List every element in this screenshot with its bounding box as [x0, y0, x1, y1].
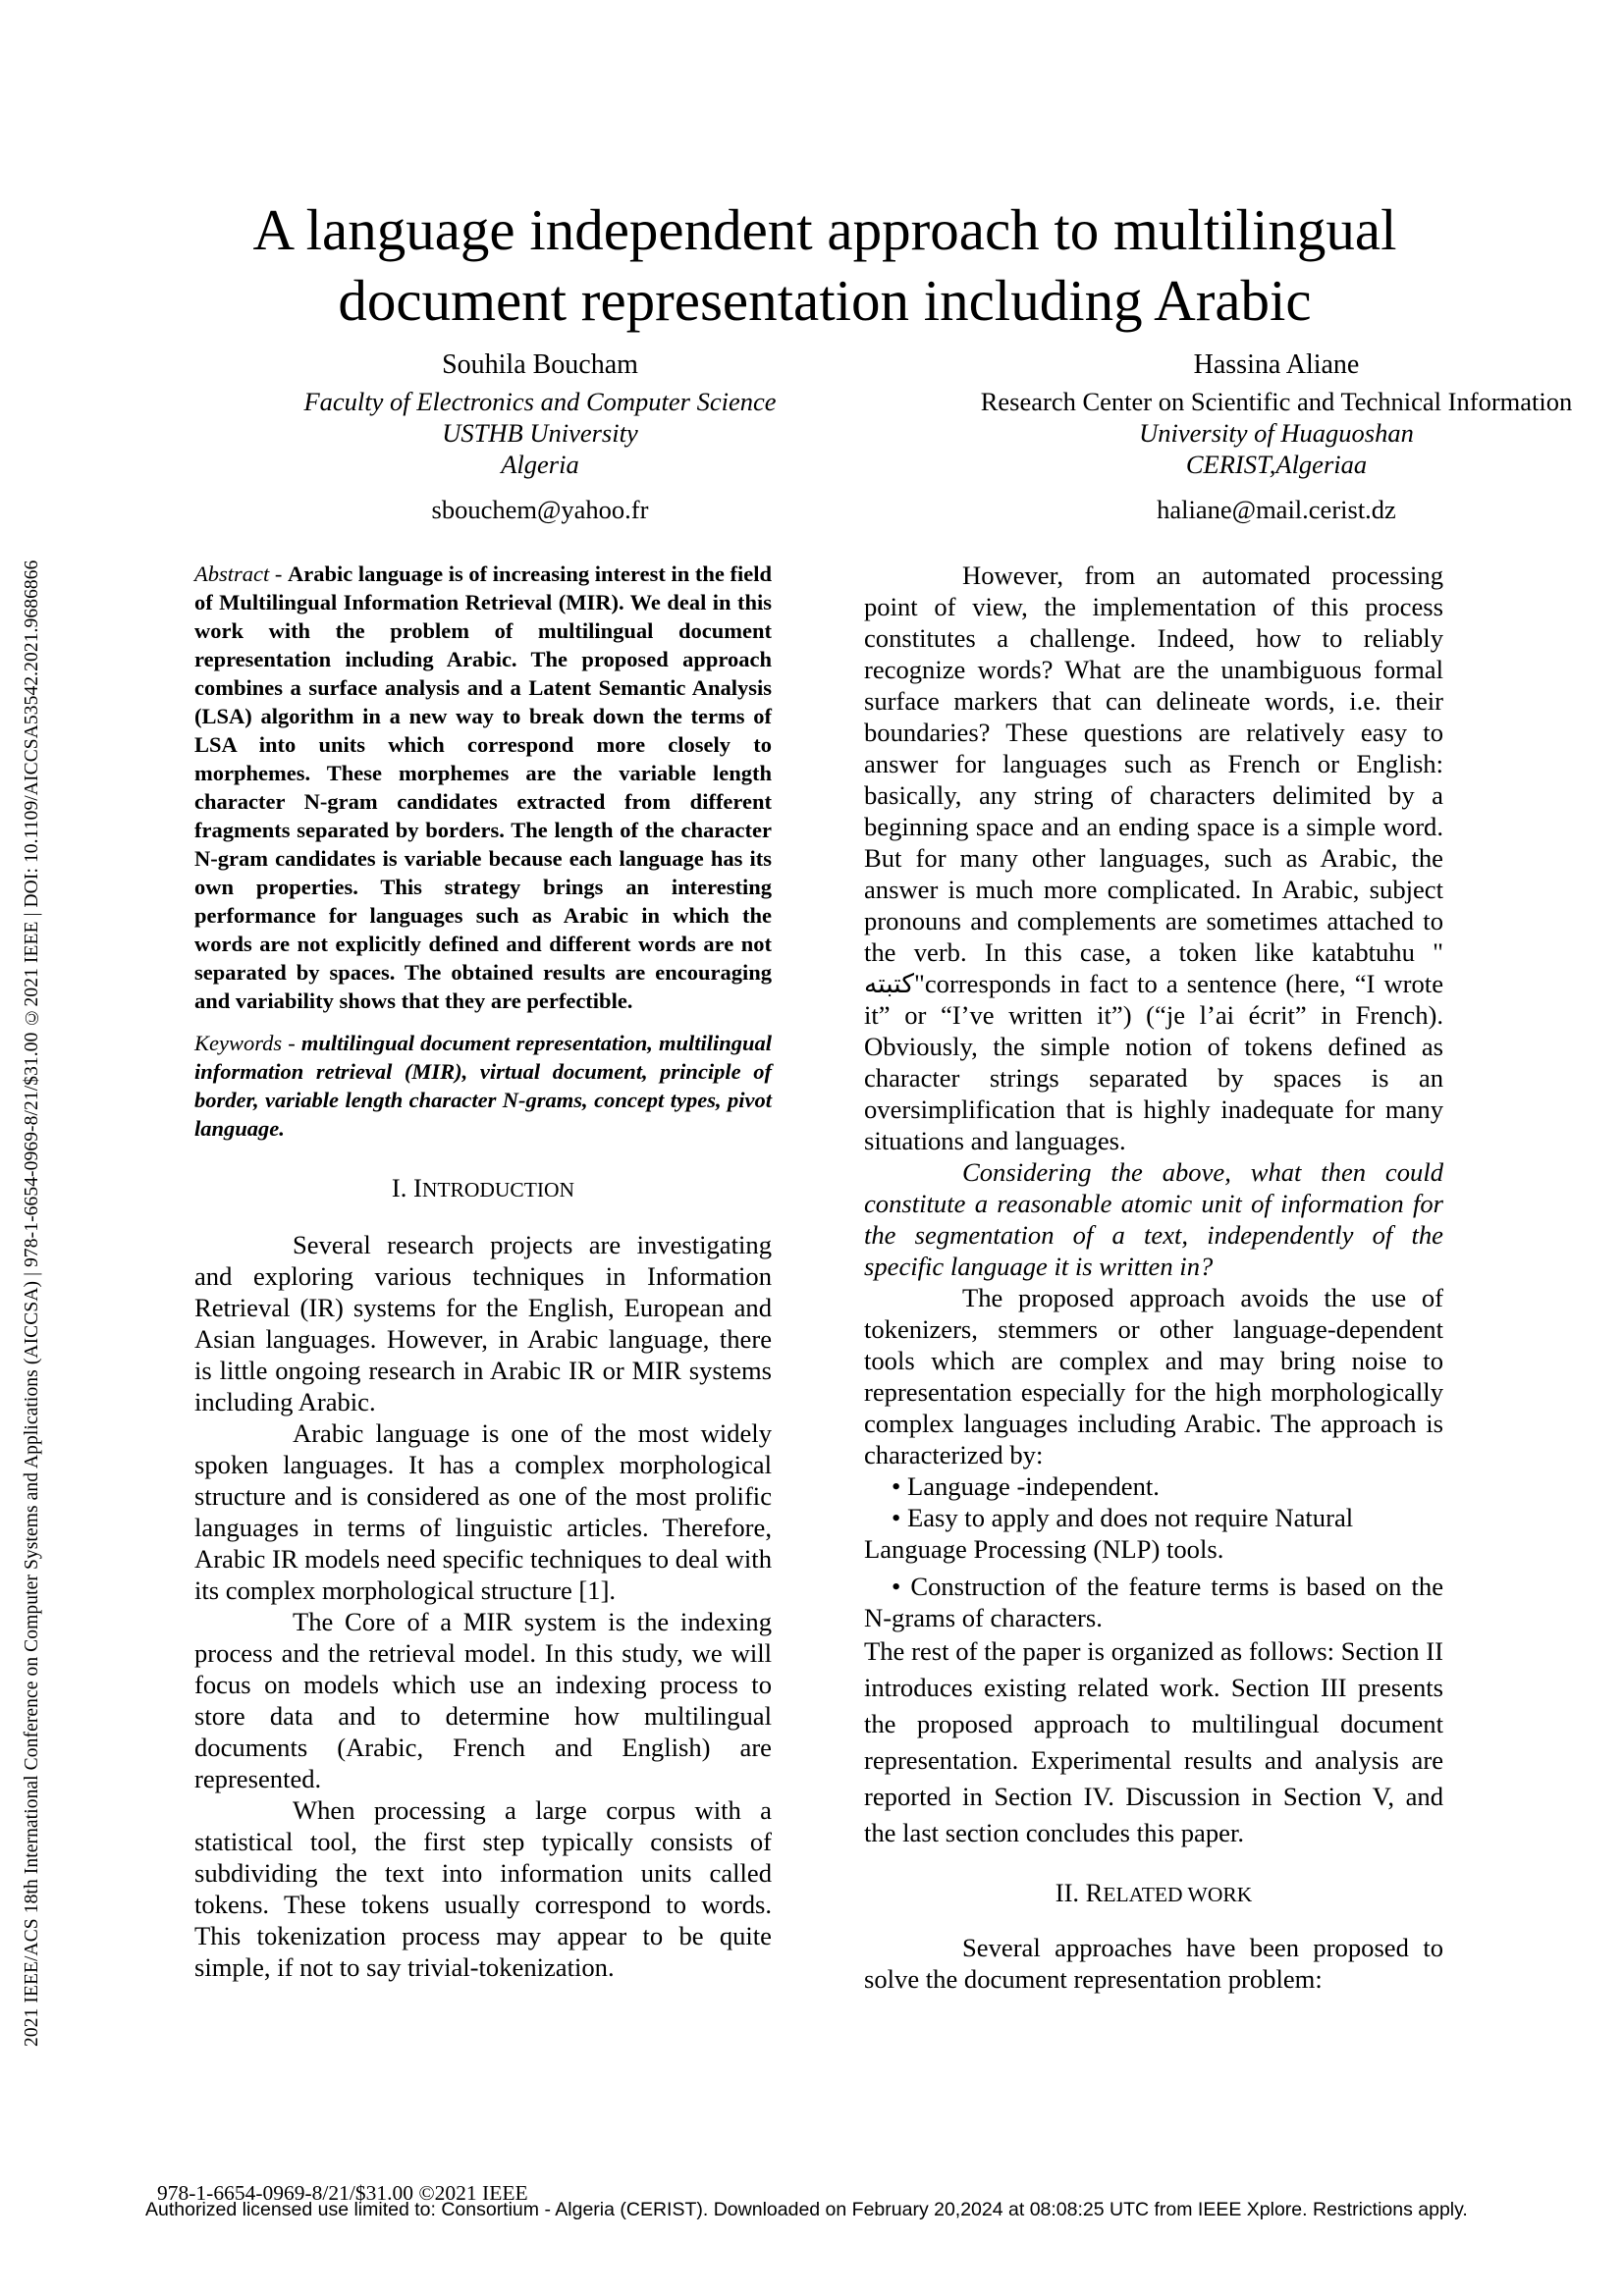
author-block-2	[938, 349, 1615, 525]
paragraph: When processing a large corpus with a statistical tool, the first step typically consists of subdividing the text into information units called tokens. These tokens usually correspond to words. This tokenization process may appear to be quite simple, if not to say trivial-tokenization.	[194, 1795, 772, 1982]
author-name: Hassina Aliane	[1193, 349, 1360, 380]
section-heading-related-work: II. RELATED WORK	[1055, 1878, 1253, 1907]
paragraph: However, from an automated processing point of view, the implementation of this process constitutes a challenge. Indeed, how to reliably recognize words? What are the unambiguous formal surface markers that can delineate words, i.e. their boundaries? These questions are relatively easy to answer for languages such as French or English: basically, any string of characters delimited by a beginning space and an ending space is a simple word. But for many other languages, such as Arabic, the answer is much more complicated. In Arabic, subject pronouns and complements are sometimes attached to the verb. In this case, a token like katabtuhu " كتبته"corresponds in fact to a sentence (here, “I wrote it” or “I’ve written it”) (“je l’ai écrit” in French). Obviously, the simple notion of tokens defined as character strings separated by spaces is an oversimplification that is highly inadequate for many situations and languages.	[864, 561, 1443, 1155]
paragraph: Several approaches have been proposed to solve the document representation problem:	[864, 1933, 1443, 1994]
author-university: USTHB University	[442, 418, 638, 448]
footer-copyright: 978-1-6654-0969-8/21/$31.00 ©2021 IEEE	[157, 2181, 528, 2205]
keywords-text: multilingual document representation, multilingual information retrieval (MIR), virtual document, principle of border, variable length character N-grams, concept types, pivot language.	[194, 1031, 772, 1141]
keywords	[194, 1029, 772, 1143]
author-name: Souhila Boucham	[442, 349, 638, 380]
paper-title	[147, 194, 1502, 336]
bullet-item: • Construction of the feature terms is based on the N-grams of characters.	[864, 1572, 1443, 1632]
paragraph: Arabic language is one of the most widely spoken languages. It has a complex morphological structure and is considered as one of the most prolific languages in terms of linguistic articles. Therefore, Arabic IR models need specific techniques to deal with its complex morphological structure [1].	[194, 1418, 772, 1605]
paragraph: The Core of a MIR system is the indexing process and the retrieval model. In this study, we will focus on models which use an indexing process to store data and to determine how multilingual documents (Arabic, French and English) are represented.	[194, 1607, 772, 1793]
doi-sidebar: 2021 IEEE/ACS 18th International Conference on Computer Systems and Applications (AICCSA) | 978-1-6654-0969-8/21/$31.00 ©2021 IEEE | DOI: 10.1109/AICCSA53542.2021.9686866	[22, 560, 42, 2047]
abstract-label: Abstract -	[194, 561, 289, 586]
abstract	[194, 560, 772, 1015]
footer-license-notice: Authorized licensed use limited to: Consortium - Algeria (CERIST). Downloaded on February 20,2024 at 08:08:25 UTC from IEEE Xplore. Restrictions apply.	[145, 2199, 1468, 2220]
keywords-label: Keywords -	[194, 1031, 301, 1055]
author-country: CERIST,Algeriaa	[1185, 450, 1368, 479]
author-affiliation: Research Center on Scientific and Technical Information	[980, 387, 1573, 416]
author-block-1	[245, 349, 835, 525]
author-email[interactable]: sbouchem@yahoo.fr	[431, 495, 649, 524]
title-line-2: document representation including Arabic	[338, 268, 1312, 333]
section-heading-introduction: I. INTRODUCTION	[391, 1173, 575, 1202]
author-country: Algeria	[501, 450, 579, 479]
paragraph-italic: Considering the above, what then could constitute a reasonable atomic unit of information for the segmentation of a text, independently of the specific language it is written in?	[864, 1157, 1443, 1281]
paragraph: The rest of the paper is organized as follows: Section II introduces existing related work. Section III presents the proposed approach to multilingual document representation. Experimental results and analysis are reported in Section IV. Discussion in Section V, and the last section concludes this paper.	[864, 1636, 1443, 1847]
author-email[interactable]: haliane@mail.cerist.dz	[1157, 495, 1396, 524]
bullet-item: • Easy to apply and does not require Natural	[892, 1503, 1354, 1532]
bullet-item: • Language -independent.	[892, 1471, 1160, 1501]
bullet-continuation: Language Processing (NLP) tools.	[864, 1534, 1224, 1564]
left-column	[194, 560, 772, 1983]
title-line-1: A language independent approach to multilingual	[252, 197, 1397, 262]
author-university: University of Huaguoshan	[1139, 418, 1414, 448]
author-affiliation: Faculty of Electronics and Computer Science	[303, 387, 777, 416]
paragraph: The proposed approach avoids the use of tokenizers, stemmers or other language-dependent tools which are complex and may bring noise to representation especially for the high morphologically complex languages including Arabic. The approach is characterized by:	[864, 1283, 1443, 1469]
right-column	[864, 560, 1443, 1995]
abstract-text: Arabic language is of increasing interest in the field of Multilingual Information Retrieval (MIR). We deal in this work with the problem of multilingual document representation including Arabic. The proposed approach combines a surface analysis and a Latent Semantic Analysis (LSA) algorithm in a new way to break down the terms of LSA into units which correspond more closely to morphemes. These morphemes are the variable length character N-gram candidates extracted from different fragments separated by borders. The length of the character N-gram candidates is variable because each language has its own properties. This strategy brings an interesting performance for languages such as Arabic in which the words are not explicitly defined and different words are not separated by spaces. The obtained results are encouraging and variability shows that they are perfectible.	[194, 561, 772, 1013]
paragraph: Several research projects are investigating and exploring various techniques in Information Retrieval (IR) systems for the English, European and Asian languages. However, in Arabic language, there is little ongoing research in Arabic IR or MIR systems including Arabic.	[194, 1230, 772, 1416]
